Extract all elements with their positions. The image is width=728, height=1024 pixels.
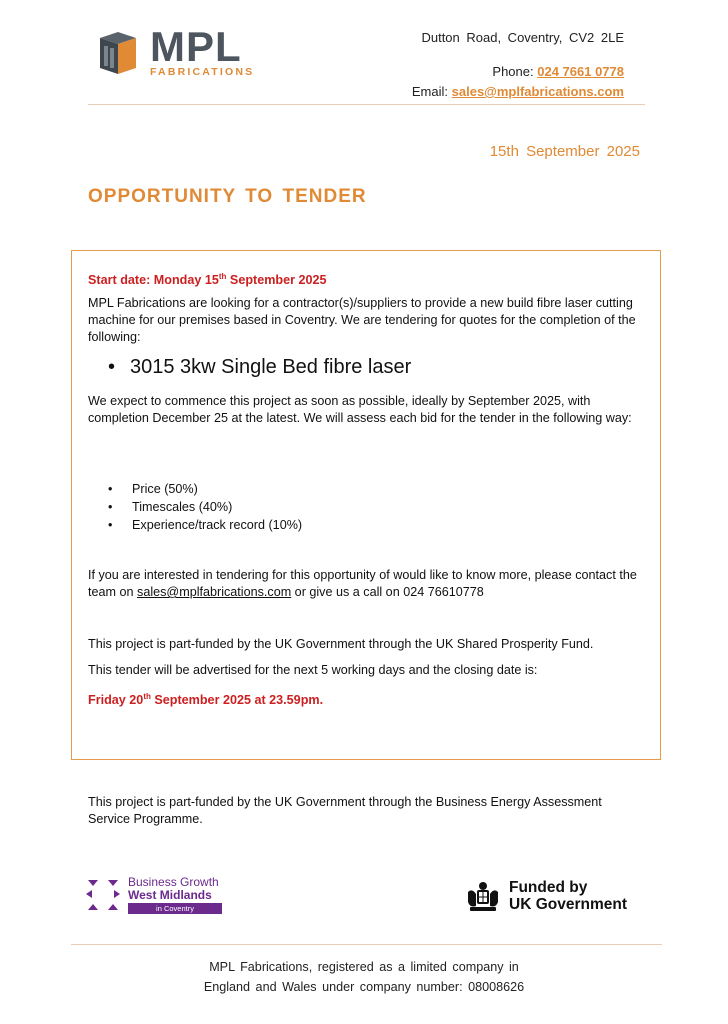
- advertised-paragraph: This tender will be advertised for the next 5 working days and the closing date is:: [88, 663, 538, 677]
- criteria-text: Experience/track record (10%): [132, 518, 303, 532]
- start-date-text: Start date: Monday 15: [88, 273, 219, 288]
- list-item: [108, 516, 302, 534]
- royal-crest-icon: [464, 880, 502, 914]
- page-title: OPPORTUNITY TO TENDER: [88, 186, 367, 207]
- closing-date-sup: th: [143, 692, 151, 701]
- uk-gov-line1: Funded by: [509, 879, 588, 896]
- email-link[interactable]: sales@mplfabrications.com: [451, 84, 624, 99]
- main-item-text: 3015 3kw Single Bed fibre laser: [130, 356, 412, 378]
- email-label: Email:: [411, 84, 449, 99]
- business-growth-line1: Business Growth: [128, 875, 219, 889]
- funding-paragraph: This project is part-funded by the UK Government through the UK Shared Prosperity Fund.: [88, 637, 594, 651]
- funding-note: This project is part-funded by the UK Government through the Business Energy Assessment Service Programme.: [88, 795, 602, 826]
- company-email: [412, 84, 624, 99]
- uk-gov-line2: UK Government: [509, 896, 627, 913]
- business-growth-line2: West Midlands: [128, 888, 212, 902]
- list-item: [108, 498, 302, 516]
- bullet-icon: •: [108, 500, 113, 514]
- bullet-icon: •: [108, 482, 113, 496]
- header-divider: [88, 104, 645, 105]
- criteria-text: Timescales (40%): [132, 500, 233, 514]
- bullet-icon: •: [108, 356, 116, 378]
- bullet-icon: •: [108, 518, 113, 532]
- business-growth-icon: [84, 876, 122, 914]
- logo-subtitle: FABRICATIONS: [150, 66, 255, 78]
- criteria-text: Price (50%): [132, 482, 198, 496]
- contact-email-link[interactable]: sales@mplfabrications.com: [137, 585, 292, 599]
- start-date-suffix: September 2025: [226, 273, 327, 288]
- contact-text: If you are interested in tendering for this opportunity of would like to know more, please contact the team on: [88, 568, 637, 599]
- phone-link[interactable]: 024 7661 0778: [537, 64, 624, 79]
- criteria-list: [108, 480, 302, 534]
- logo-wordmark: MPL: [150, 23, 242, 70]
- footer-line1: MPL Fabrications, registered as a limited company in: [209, 960, 519, 974]
- closing-date-text: Friday 20: [88, 693, 144, 708]
- closing-date-suffix: September 2025 at 23.59pm.: [150, 693, 324, 708]
- closing-date: [88, 688, 644, 709]
- contact-paragraph: [88, 567, 644, 601]
- footer-divider: [71, 944, 662, 945]
- footer-line2: England and Wales under company number: 08008626: [203, 980, 525, 994]
- start-date: [88, 268, 644, 289]
- list-item: [108, 480, 302, 498]
- phone-label: Phone:: [492, 64, 534, 79]
- business-growth-line3: in Coventry: [128, 903, 222, 914]
- mpl-logo-icon: [96, 30, 144, 76]
- contact-text-end: or give us a call on 024 76610778: [291, 585, 484, 599]
- intro-paragraph: MPL Fabrications are looking for a contractor(s)/suppliers to provide a new build fibre laser cutting machine for our premises based in Coventry. We are tendering for quotes for the completion of the following:: [88, 296, 636, 344]
- expect-paragraph: We expect to commence this project as soon as possible, ideally by September 2025, with completion December 25 at the latest. We will assess each bid for the tender in the following way:: [88, 394, 632, 425]
- company-address: Dutton Road, Coventry, CV2 2LE: [421, 30, 624, 45]
- start-date-sup: th: [218, 272, 227, 281]
- main-item: [108, 356, 411, 379]
- company-phone: [492, 64, 624, 79]
- letter-date: 15th September 2025: [489, 143, 640, 160]
